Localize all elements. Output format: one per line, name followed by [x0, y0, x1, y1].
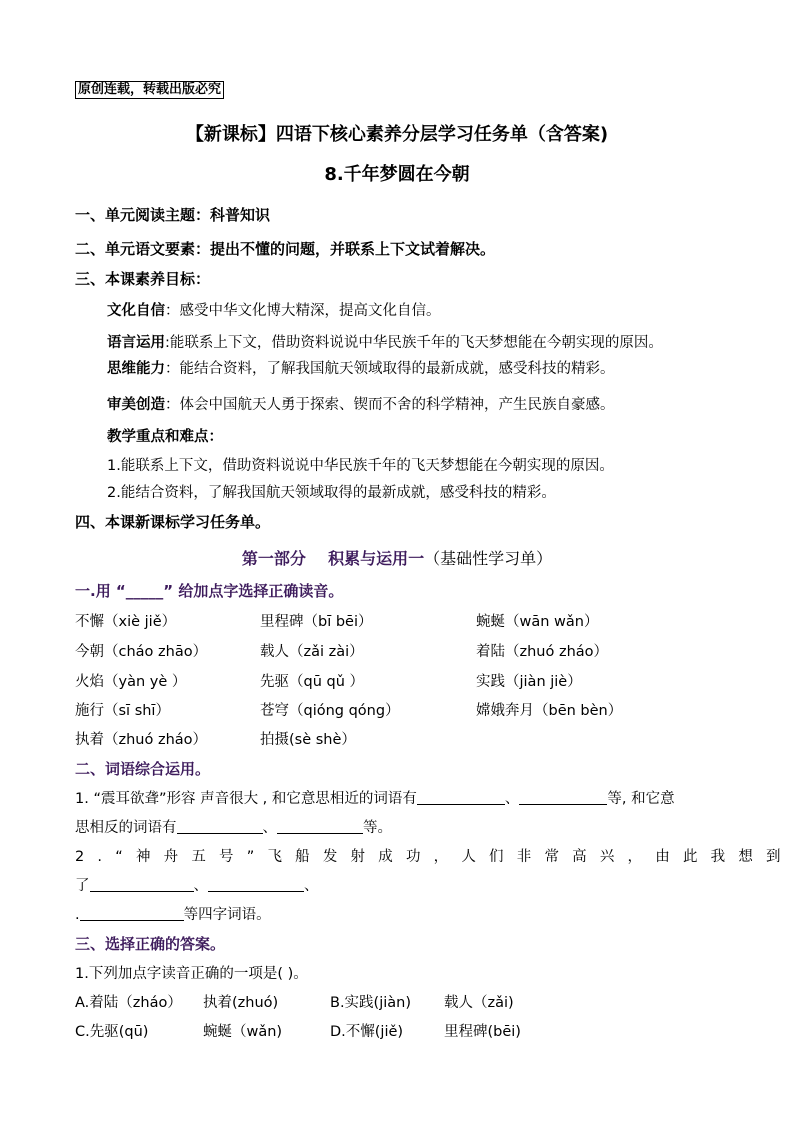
section-1-heading: 一、单元阅读主题：科普知识: [75, 206, 271, 224]
option-b[interactable]: B.实践(jiàn): [330, 995, 412, 1011]
goal-thinking: [107, 357, 615, 378]
pinyin-item: 载人（zǎi zài）: [260, 644, 364, 660]
question-2-line-1: [75, 787, 675, 808]
option-c-part: 蜿蜒（wǎn): [203, 1024, 283, 1040]
part-1-title: [0, 546, 794, 569]
key-points-heading: 教学重点和难点：: [107, 429, 223, 445]
pinyin-item: 着陆（zhuó zháo）: [476, 644, 609, 660]
option-d[interactable]: D.不懈(jiě): [330, 1024, 404, 1040]
goal-label: 文化自信: [107, 303, 165, 319]
goal-language: [107, 331, 663, 352]
pinyin-item: 先驱（qū qǔ ）: [260, 674, 365, 690]
goal-label: 审美创造: [107, 397, 165, 413]
goal-text: ：感受中华文化博大精深，提高文化自信。: [165, 303, 441, 319]
pinyin-item: 施行（sī shī）: [75, 703, 170, 719]
pinyin-item: 实践（jiàn jiè）: [476, 674, 582, 690]
text: 、: [262, 820, 277, 836]
goal-label: 语言运用: [107, 335, 165, 351]
text: 思相反的词语有: [75, 820, 177, 836]
question-3-stem: 1.下列加点字读音正确的一项是( )。: [75, 966, 308, 982]
option-a[interactable]: A.着陆（zháo）: [75, 995, 182, 1011]
pinyin-item: 苍穹（qióng qóng）: [260, 703, 400, 719]
key-point-2: 2.能结合资料，了解我国航天领域取得的最新成就，感受科技的精彩。: [107, 485, 556, 501]
answer-blank[interactable]: [177, 819, 263, 834]
question-3-heading: 三、选择正确的答案。: [75, 935, 226, 953]
section-4-heading: 四、本课新课标学习任务单。: [75, 513, 271, 531]
question-2-line-3: 2.“神舟五号”飞船发射成功，人们非常高兴，由此我想到: [75, 849, 794, 865]
pinyin-item: 不懈（xiè jiě）: [75, 614, 177, 630]
pinyin-item: 火焰（yàn yè ）: [75, 674, 187, 690]
document-title: 【新课标】四语下核心素养分层学习任务单（含答案): [185, 124, 609, 145]
text: 、: [304, 878, 319, 894]
text: 、: [193, 878, 208, 894]
key-point-1: 1.能联系上下文，借助资料说说中华民族千年的飞天梦想能在今朝实现的原因。: [107, 458, 614, 474]
text: 等, 和它意: [607, 791, 675, 807]
question-2-line-2: [75, 816, 392, 837]
answer-blank[interactable]: [80, 906, 184, 921]
pinyin-item: 嫦娥奔月（bēn bèn）: [476, 703, 623, 719]
answer-blank[interactable]: [90, 877, 194, 892]
text: 、: [504, 791, 520, 807]
pinyin-item: 里程碑（bī bēi）: [260, 614, 373, 630]
goal-culture: [107, 299, 441, 320]
answer-blank[interactable]: [519, 790, 607, 805]
copyright-stamp: 原创连载，转载出版必究: [75, 81, 224, 99]
goal-label: 思维能力: [107, 361, 165, 377]
section-3-heading: 三、本课素养目标：: [75, 270, 211, 288]
option-a-part: 执着(zhuó): [203, 995, 279, 1011]
goal-text: ：能结合资料，了解我国航天领域取得的最新成就，感受科技的精彩。: [165, 361, 615, 377]
option-c[interactable]: C.先驱(qū): [75, 1024, 149, 1040]
option-d-part: 里程碑(bēi): [444, 1024, 521, 1040]
question-2-heading: 二、词语综合运用。: [75, 760, 211, 778]
text: 等。: [363, 820, 392, 836]
question-2-line-4: [75, 874, 319, 895]
text: 了: [75, 878, 90, 894]
question-2-line-5: [75, 903, 271, 924]
text: 1. “震耳欲聋”形容 声音很大 , 和它意思相近的词语有: [75, 791, 417, 807]
pinyin-item: 执着（zhuó zháo）: [75, 732, 208, 748]
section-2-heading: 二、单元语文要素：提出不懂的问题，并联系上下文试着解决。: [75, 240, 496, 258]
lesson-title: 8.千年梦圆在今朝: [324, 164, 470, 185]
pinyin-item: 拍摄(sè shè）: [260, 732, 356, 748]
goal-text: :能联系上下文，借助资料说说中华民族千年的飞天梦想能在今朝实现的原因。: [165, 335, 663, 351]
goal-text: ：体会中国航天人勇于探索、锲而不舍的科学精神，产生民族自豪感。: [165, 397, 615, 413]
pinyin-item: 今朝（cháo zhāo）: [75, 644, 208, 660]
option-b-part: 载人（zǎi): [444, 995, 514, 1011]
goal-aesthetic: [107, 393, 615, 414]
text: 等四字词语。: [183, 907, 271, 923]
pinyin-item: 蜿蜒（wān wǎn）: [476, 614, 599, 630]
part-title-main: 第一部分 积累与运用一: [241, 549, 425, 568]
answer-blank[interactable]: [277, 819, 363, 834]
part-title-note: （基础性学习单）: [424, 549, 553, 568]
text: .: [75, 907, 80, 923]
answer-blank[interactable]: [208, 877, 304, 892]
question-1-heading: 一.用 “_____” 给加点字选择正确读音。: [75, 582, 344, 600]
answer-blank[interactable]: [417, 790, 505, 805]
